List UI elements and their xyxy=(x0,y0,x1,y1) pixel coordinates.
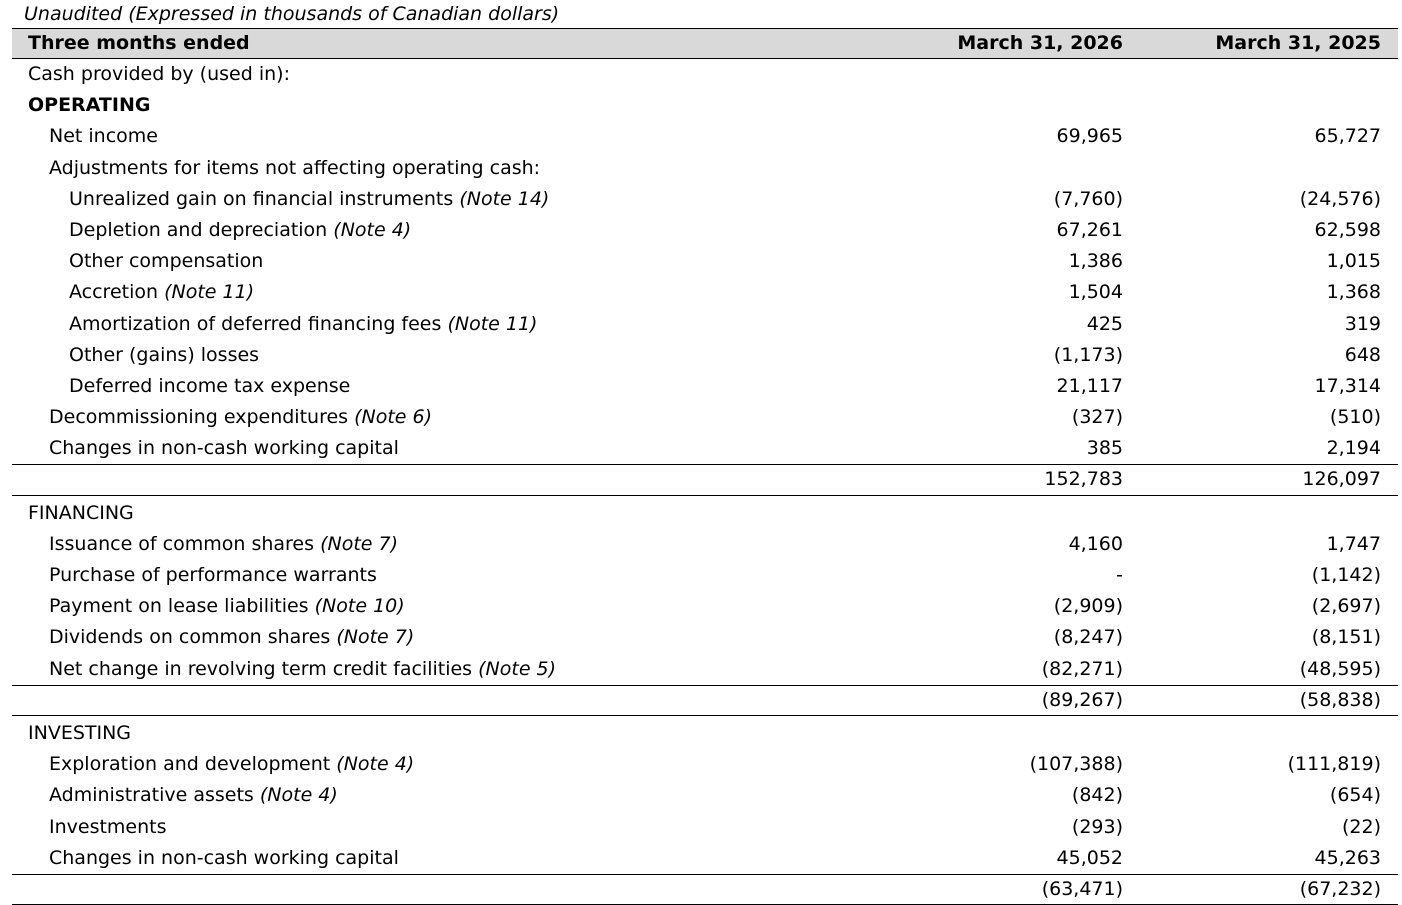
header-col-2025: March 31, 2025 xyxy=(1215,32,1381,54)
financing-total-row xyxy=(12,685,1398,716)
row-label xyxy=(49,749,414,780)
row-label xyxy=(49,843,399,874)
intro-label: Cash provided by (used in): xyxy=(28,63,290,85)
table-row xyxy=(12,215,1398,246)
table-row xyxy=(12,780,1398,811)
total-2026: (89,267) xyxy=(1041,688,1123,711)
operating-section xyxy=(12,90,1398,495)
row-label xyxy=(69,309,537,340)
table-row xyxy=(12,560,1398,591)
value-2025: 1,747 xyxy=(1326,532,1381,555)
row-label-text: Accretion xyxy=(69,281,159,304)
value-2025: 62,598 xyxy=(1314,218,1381,241)
row-label-text: Investments xyxy=(49,815,167,838)
note-reference: (Note 11) xyxy=(164,281,255,304)
table-row xyxy=(12,184,1398,215)
table-row xyxy=(12,277,1398,308)
note-reference: (Note 14) xyxy=(459,187,550,210)
table-row xyxy=(12,246,1398,277)
value-2025: 1,015 xyxy=(1326,250,1381,273)
value-2025: 319 xyxy=(1344,312,1381,335)
value-2025: (24,576) xyxy=(1299,187,1381,210)
value-2025: (48,595) xyxy=(1299,657,1381,680)
row-label xyxy=(69,184,549,215)
row-label xyxy=(49,402,432,433)
total-2026: 152,783 xyxy=(1044,468,1123,491)
table-row xyxy=(12,121,1398,152)
row-label-text: Deferred income tax expense xyxy=(69,374,351,397)
row-label-text: Issuance of common shares xyxy=(49,532,315,555)
note-reference: (Note 10) xyxy=(314,595,405,618)
row-label-text: Adjustments for items not affecting operating cash: xyxy=(49,156,541,179)
note-reference: (Note 4) xyxy=(336,753,415,776)
value-2026: 425 xyxy=(1086,312,1123,335)
table-row xyxy=(12,433,1398,464)
value-2025: 17,314 xyxy=(1314,374,1381,397)
header-period-label: Three months ended xyxy=(28,32,250,54)
operating-title-row xyxy=(12,90,1398,121)
operating-section-title: OPERATING xyxy=(28,94,151,117)
row-label-text: Depletion and depreciation xyxy=(69,218,328,241)
value-2025: 45,263 xyxy=(1314,846,1381,869)
note-reference: (Note 7) xyxy=(336,626,415,649)
total-2025: 126,097 xyxy=(1302,468,1381,491)
table-row xyxy=(12,402,1398,433)
investing-title-row xyxy=(12,718,1398,749)
row-label-text: Dividends on common shares xyxy=(49,626,331,649)
value-2025: (22) xyxy=(1341,815,1381,838)
row-label-text: Administrative assets xyxy=(49,784,254,807)
table-row xyxy=(12,749,1398,780)
row-label-text: Net change in revolving term credit facilities xyxy=(49,657,473,680)
table-row xyxy=(12,340,1398,371)
investing-section-title: INVESTING xyxy=(28,721,132,744)
table-row xyxy=(12,654,1398,685)
value-2026: 4,160 xyxy=(1068,532,1123,555)
value-2026: (107,388) xyxy=(1029,753,1123,776)
total-2025: (67,232) xyxy=(1299,877,1381,900)
value-2026: (8,247) xyxy=(1053,626,1123,649)
total-2025: (58,838) xyxy=(1299,688,1381,711)
value-2025: (111,819) xyxy=(1287,753,1381,776)
value-2025: 65,727 xyxy=(1314,125,1381,148)
value-2025: (2,697) xyxy=(1311,595,1381,618)
table-row xyxy=(12,371,1398,402)
value-2026: 45,052 xyxy=(1056,846,1123,869)
row-label-text: Purchase of performance warrants xyxy=(49,564,377,586)
value-2026: (327) xyxy=(1071,406,1123,429)
row-label xyxy=(49,153,540,184)
statement-caption: Unaudited (Expressed in thousands of Canadian dollars) xyxy=(24,3,560,25)
row-label-text: Exploration and development xyxy=(49,753,331,776)
note-reference: (Note 7) xyxy=(320,532,399,555)
row-label-text: Other compensation xyxy=(69,250,264,273)
financing-section xyxy=(12,498,1398,716)
value-2025: (8,151) xyxy=(1311,626,1381,649)
row-label xyxy=(49,591,405,622)
value-2026: (293) xyxy=(1071,815,1123,838)
value-2026: - xyxy=(1116,564,1123,586)
table-row xyxy=(12,153,1398,184)
table-row xyxy=(12,309,1398,340)
value-2026: 1,386 xyxy=(1068,250,1123,273)
row-label-text: Changes in non-cash working capital xyxy=(49,846,399,869)
value-2026: 21,117 xyxy=(1056,374,1123,397)
row-label-text: Changes in non-cash working capital xyxy=(49,437,399,460)
value-2025: (1,142) xyxy=(1311,564,1381,586)
intro-row xyxy=(12,59,1398,90)
row-label xyxy=(49,560,377,591)
value-2026: 67,261 xyxy=(1056,218,1123,241)
value-2026: 1,504 xyxy=(1068,281,1123,304)
row-label xyxy=(69,246,263,277)
table-row xyxy=(12,529,1398,560)
value-2026: (842) xyxy=(1071,784,1123,807)
value-2025: (510) xyxy=(1329,406,1381,429)
table-header xyxy=(12,28,1398,59)
table-row xyxy=(12,591,1398,622)
value-2025: 648 xyxy=(1344,343,1381,366)
row-label xyxy=(49,529,398,560)
row-label xyxy=(69,371,350,402)
note-reference: (Note 11) xyxy=(447,312,538,335)
row-label xyxy=(69,340,259,371)
cash-flow-table xyxy=(12,28,1398,905)
financing-title-row xyxy=(12,498,1398,529)
investing-total-row xyxy=(12,874,1398,905)
row-label xyxy=(49,433,399,464)
investing-section xyxy=(12,718,1398,905)
table-row xyxy=(12,843,1398,874)
row-label-text: Decommissioning expenditures xyxy=(49,406,349,429)
value-2026: 69,965 xyxy=(1056,125,1123,148)
value-2025: 2,194 xyxy=(1326,437,1381,460)
row-label-text: Amortization of deferred financing fees xyxy=(69,312,442,335)
row-label xyxy=(49,121,158,152)
row-label-text: Unrealized gain on financial instruments xyxy=(69,187,454,210)
note-reference: (Note 5) xyxy=(478,657,557,680)
row-label xyxy=(49,812,167,843)
header-col-2026: March 31, 2026 xyxy=(957,32,1123,54)
note-reference: (Note 4) xyxy=(333,218,412,241)
note-reference: (Note 6) xyxy=(354,406,433,429)
row-label-text: Other (gains) losses xyxy=(69,343,260,366)
value-2026: (82,271) xyxy=(1041,657,1123,680)
row-label-text: Payment on lease liabilities xyxy=(49,595,309,618)
total-2026: (63,471) xyxy=(1041,877,1123,900)
value-2026: 385 xyxy=(1086,437,1123,460)
value-2026: (2,909) xyxy=(1053,595,1123,618)
row-label xyxy=(69,215,411,246)
value-2025: 1,368 xyxy=(1326,281,1381,304)
row-label-text: Net income xyxy=(49,125,158,148)
row-label xyxy=(49,780,338,811)
value-2025: (654) xyxy=(1329,784,1381,807)
financing-section-title: FINANCING xyxy=(28,501,134,524)
row-label xyxy=(69,277,254,308)
note-reference: (Note 4) xyxy=(259,784,338,807)
value-2026: (1,173) xyxy=(1053,343,1123,366)
table-row xyxy=(12,812,1398,843)
table-row xyxy=(12,622,1398,653)
operating-total-row xyxy=(12,464,1398,495)
value-2026: (7,760) xyxy=(1053,187,1123,210)
row-label xyxy=(49,654,556,685)
row-label xyxy=(49,622,414,653)
